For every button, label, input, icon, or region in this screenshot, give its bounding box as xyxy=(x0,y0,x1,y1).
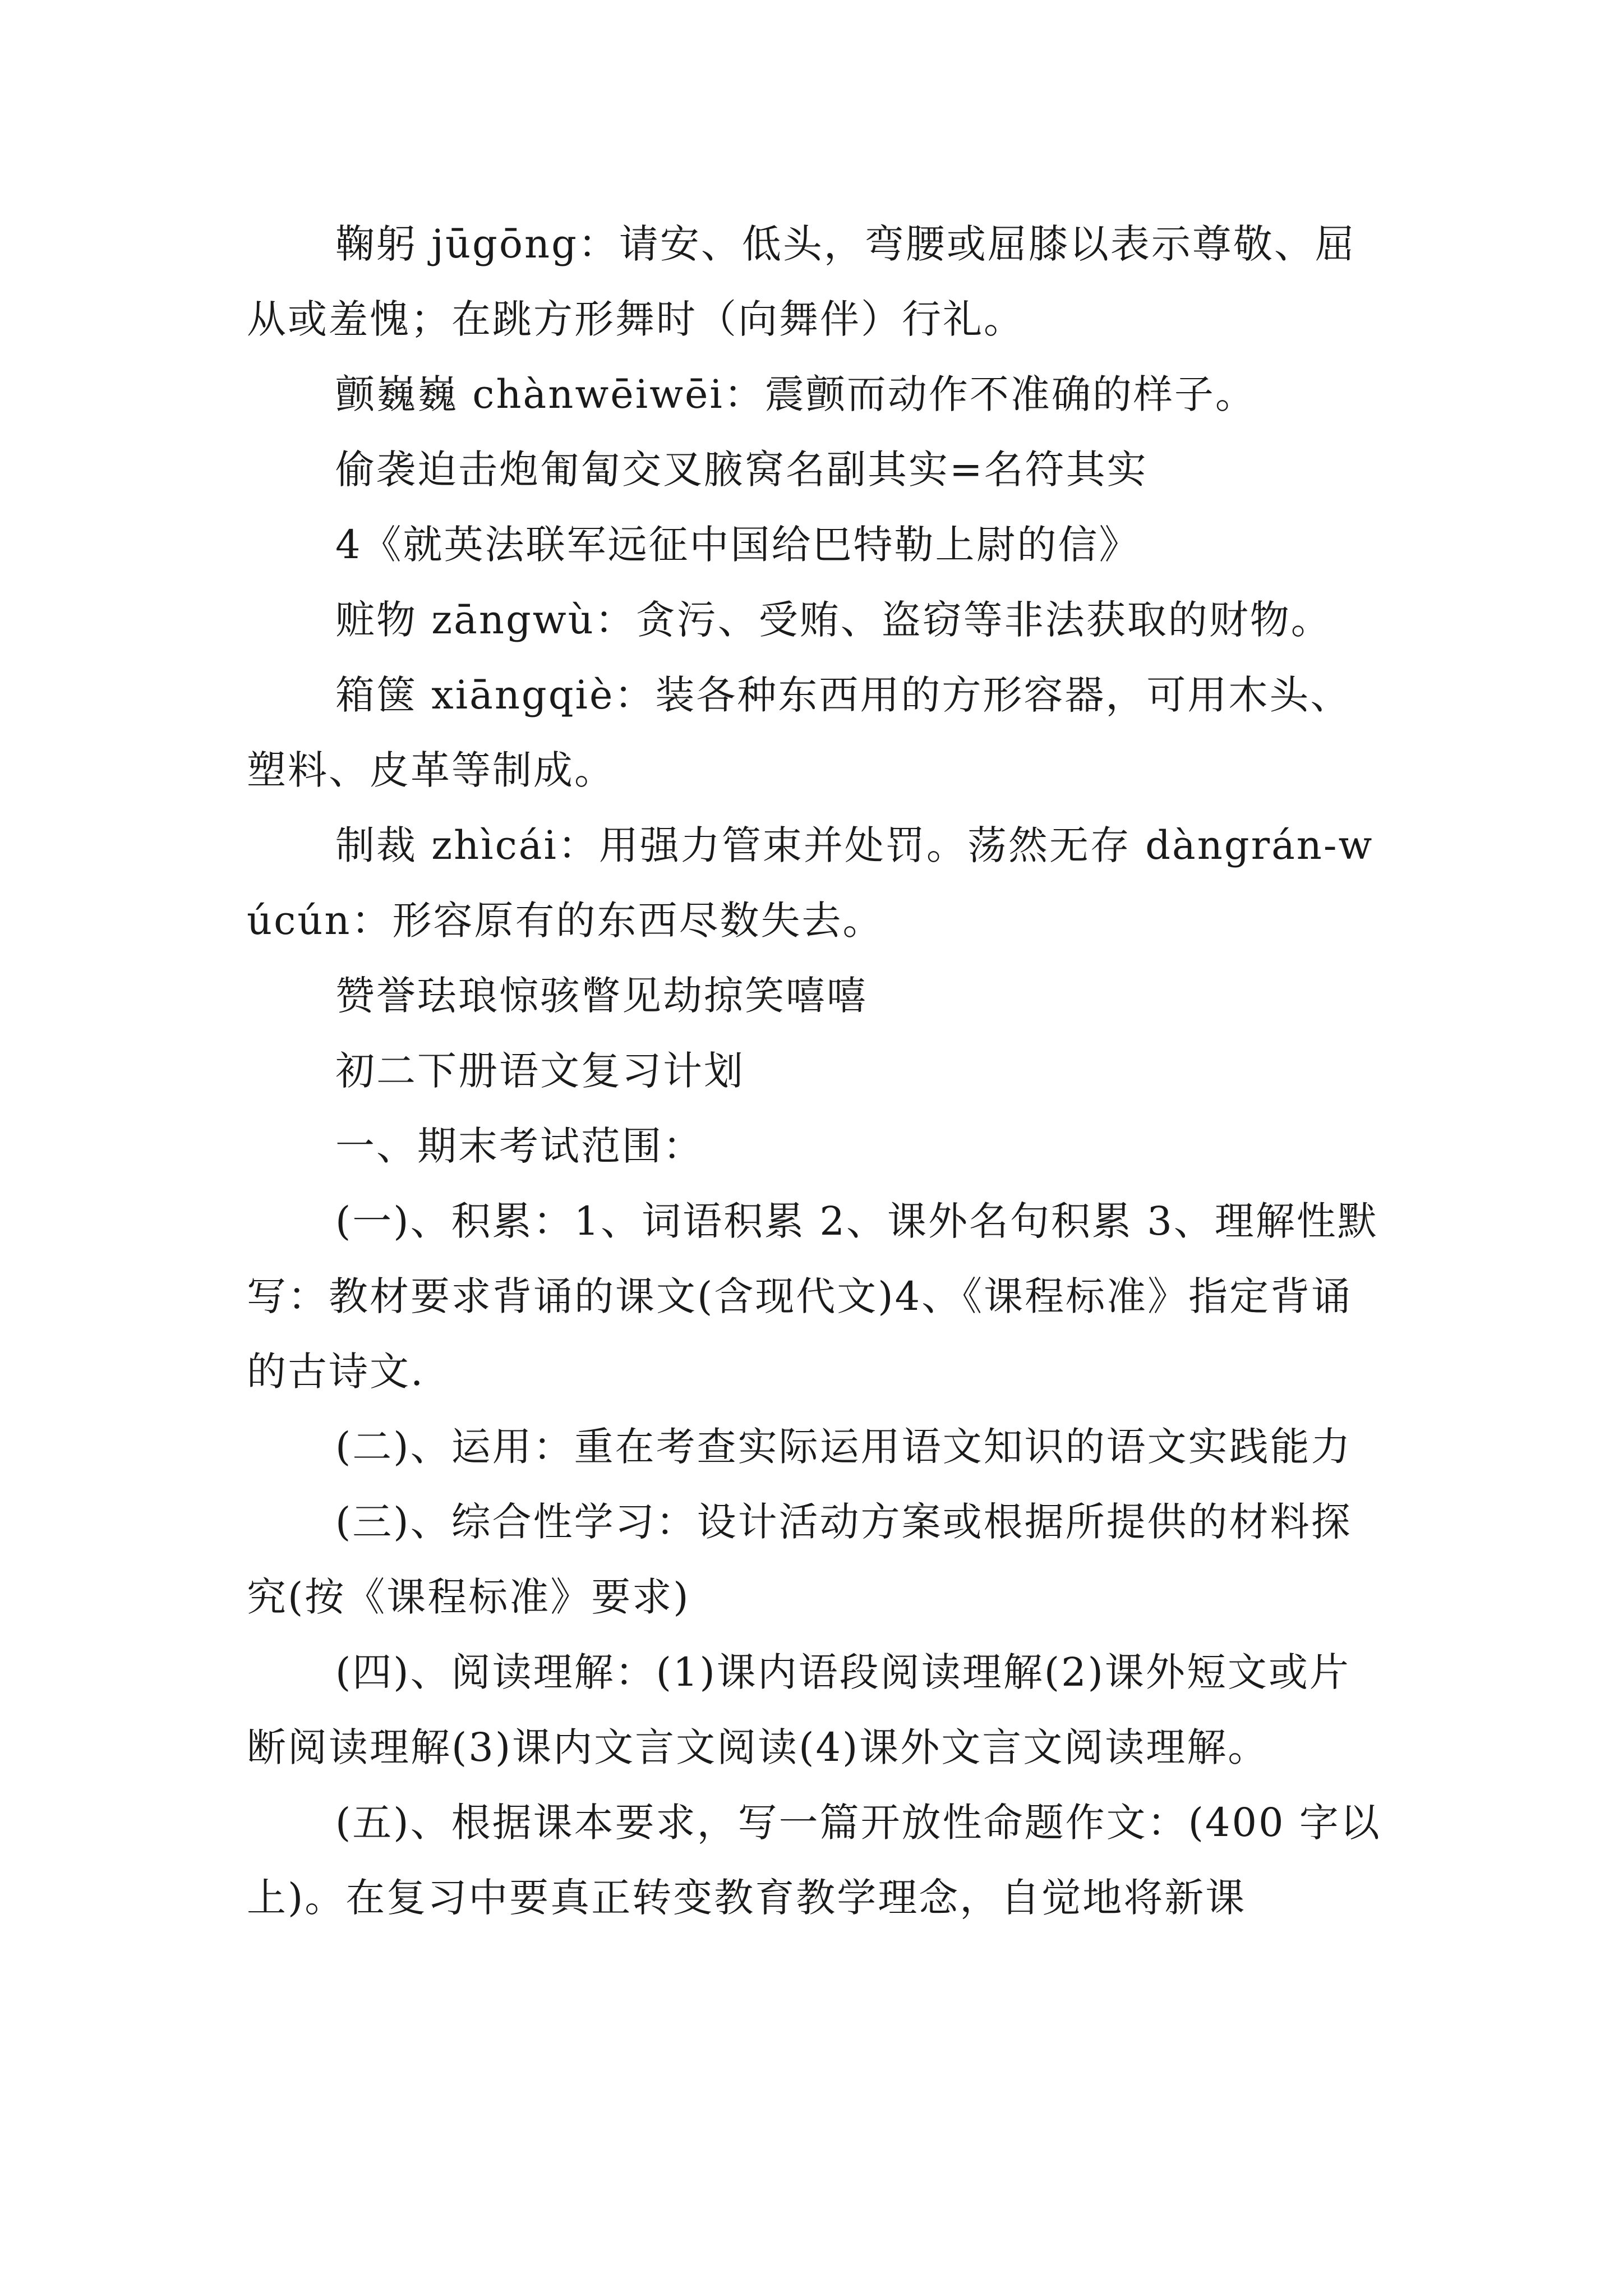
paragraph-item-4: (四)、阅读理解：(1)课内语段阅读理解(2)课外短文或片断阅读理解(3)课内文言文阅读(4)课外文言文阅读理解。 xyxy=(247,1649,1350,1770)
paragraph-item-2: (二)、运用：重在考查实际运用语文知识的语文实践能力 xyxy=(335,1424,1352,1470)
paragraph-item-5: (五)、根据课本要求，写一篇开放性命题作文：(400 字以上)。在复习中要真正转变教育教学理念，自觉地将新课 xyxy=(247,1800,1381,1921)
paragraph-xiangqie: 箱箧 xiāngqiè：装各种东西用的方形容器，可用木头、塑料、皮革等制成。 xyxy=(247,672,1352,793)
paragraph-lesson-title: 4《就英法联军远征中国给巴特勒上尉的信》 xyxy=(335,522,1140,568)
paragraph-word-list-1: 偷袭迫击炮匍匐交叉腋窝名副其实=名符其实 xyxy=(335,447,1148,493)
subsection-heading: 一、期末考试范围： xyxy=(335,1123,704,1169)
paragraph-word-list-2: 赞誉珐琅惊骇瞥见劫掠笑嘻嘻 xyxy=(335,973,868,1019)
paragraph-item-3: (三)、综合性学习：设计活动方案或根据所提供的材料探究(按《课程标准》要求) xyxy=(247,1499,1352,1620)
paragraph-item-1: (一)、积累：1、词语积累 2、课外名句积累 3、理解性默写：教材要求背诵的课文(含现代文)4、《课程标准》指定背诵的古诗文. xyxy=(247,1198,1378,1395)
paragraph-zhicai: 制裁 zhìcái：用强力管束并处罚。荡然无存 dàngrán-wúcún：形容原有的东西尽数失去。 xyxy=(247,822,1374,944)
paragraph-zangwu: 赃物 zāngwù：贪污、受贿、盗窃等非法获取的财物。 xyxy=(335,597,1332,643)
paragraph-chanweiwei: 颤巍巍 chànwēiwēi：震颤而动作不准确的样子。 xyxy=(335,371,1256,417)
paragraph-jugong: 鞠躬 jūgōng：请安、低头，弯腰或屈膝以表示尊敬、屈从或羞愧；在跳方形舞时（向舞伴）行礼。 xyxy=(247,221,1356,342)
document-body xyxy=(247,206,1391,1935)
section-heading: 初二下册语文复习计划 xyxy=(335,1048,745,1094)
